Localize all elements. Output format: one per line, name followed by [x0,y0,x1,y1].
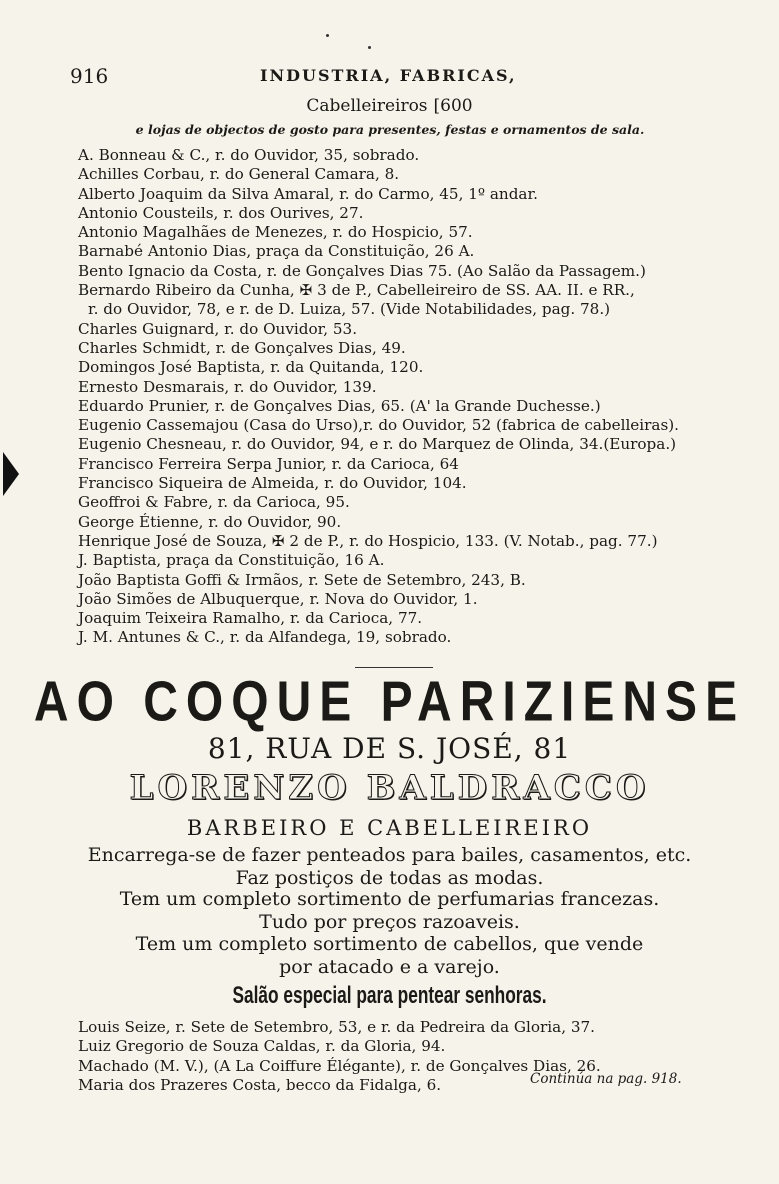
divider [355,667,433,668]
list-item: Bento Ignacio da Costa, r. de Gonçalves Dias 75. (Ao Salão da Passagem.) [78,261,646,280]
list-item: João Baptista Goffi & Irmãos, r. Sete de Setembro, 243, B. [78,570,526,589]
section-title: Cabelleireiros [306,96,428,116]
ad-line: Tudo por preços razoaveis. [259,911,520,933]
list-item: Alberto Joaquim da Silva Amaral, r. do Carmo, 45, 1º andar. [78,184,538,203]
list-item: J. Baptista, praça da Constituição, 16 A. [78,551,385,570]
list-item: Charles Schmidt, r. de Gonçalves Dias, 49. [78,338,406,357]
ad-line: por atacado e a varejo. [279,956,500,978]
ink-speck [368,46,371,49]
list-item: Eduardo Prunier, r. de Gonçalves Dias, 65. (A' la Grande Duchesse.) [78,396,601,415]
margin-arrow-icon [3,452,19,496]
ad-proprietor-name: LORENZO BALDRACCO [129,768,650,808]
ink-speck [326,34,329,37]
list-item: Machado (M. V.), (A La Coiffure Élégante), r. de Gonçalves Dias, 26. [78,1056,601,1075]
list-item: J. M. Antunes & C., r. da Alfandega, 19, sobrado. [78,628,452,647]
ad-proprietor [0,768,779,808]
list-item: Eugenio Cassemajou (Casa do Urso),r. do Ouvidor, 52 (fabrica de cabelleiras). [78,416,680,435]
list-item: João Simões de Albuquerque, r. Nova do Ouvidor, 1. [78,589,478,608]
list-item: Henrique José de Souza, ✠ 2 de P., r. do Hospicio, 133. (V. Notab., pag. 77.) [78,531,658,550]
ad-line: Tem um completo sortimento de perfumarias francezas. [119,888,660,910]
list-item: George Étienne, r. do Ouvidor, 90. [78,512,342,531]
ad-line: Encarrega-se de fazer penteados para bailes, casamentos, etc. [87,844,692,866]
list-item: Achilles Corbau, r. do General Camara, 8. [78,165,400,184]
page-number: 916 [70,64,109,88]
ad-line: Faz postiços de todas as modas. [235,867,544,889]
ad-title: AO COQUE PARIZIENSE [33,671,746,734]
directory-list [78,146,718,648]
list-item-continuation: r. do Ouvidor, 78, e r. de D. Luiza, 57. (Vide Notabilidades, pag. 78.) [88,300,611,319]
list-item: Antonio Cousteils, r. dos Ourives, 27. [78,203,364,222]
list-item: Bernardo Ribeiro da Cunha, ✠ 3 de P., Cabelleireiro de SS. AA. II. e RR., [78,281,635,300]
list-item: Luiz Gregorio de Souza Caldas, r. da Gloria, 94. [78,1037,446,1056]
list-item: Geoffroi & Fabre, r. da Carioca, 95. [78,493,350,512]
running-title: INDUSTRIA, FABRICAS, [260,66,517,85]
list-item: Domingos José Baptista, r. da Quitanda, 120. [78,358,424,377]
page-header [70,64,710,90]
list-item: Ernesto Desmarais, r. do Ouvidor, 139. [78,377,377,396]
section-subtitle: e lojas de objectos de gosto para presentes, festas e ornamentos de sala. [135,122,645,137]
list-item: Louis Seize, r. Sete de Setembro, 53, e r. da Pedreira da Gloria, 37. [78,1018,596,1036]
list-item: Francisco Ferreira Serpa Junior, r. da Carioca, 64 [78,454,459,473]
section-heading [0,96,779,116]
list-item: Antonio Magalhães de Menezes, r. do Hospicio, 57. [78,223,473,242]
ad-slogan: Salão especial para pentear senhoras. [232,982,547,1009]
list-item: Charles Guignard, r. do Ouvidor, 53. [78,319,358,338]
list-item: A. Bonneau & C., r. do Ouvidor, 35, sobrado. [78,146,420,164]
section-ref: [600 [433,96,473,116]
ad-address: 81, RUA DE S. JOSÉ, 81 [207,732,572,765]
continuation-note: Continúa na pag. 918. [530,1071,682,1087]
list-item: Maria dos Prazeres Costa, becco da Fidalga, 6. [78,1075,442,1094]
list-item: Francisco Siqueira de Almeida, r. do Ouvidor, 104. [78,474,467,493]
list-item: Eugenio Chesneau, r. do Ouvidor, 94, e r. do Marquez de Olinda, 34.(Europa.) [78,435,677,454]
ad-line: Tem um completo sortimento de cabellos, que vende [135,933,644,955]
ad-profession: BARBEIRO E CABELLEIREIRO [186,816,593,840]
list-item: Barnabé Antonio Dias, praça da Constituição, 26 A. [78,242,475,261]
list-item: Joaquim Teixeira Ramalho, r. da Carioca, 77. [78,609,423,628]
